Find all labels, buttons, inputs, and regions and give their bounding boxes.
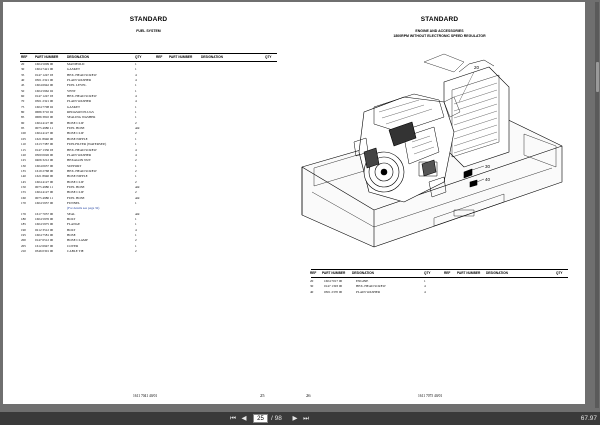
cell-qty: 4 [135,227,137,232]
cell-designation: FUELFILTER (WATERSEP.) [67,142,107,147]
cell-ref: 180 [21,216,26,221]
cell-part-number: 1604 7421 00 [35,67,54,72]
cell-ref: 145 [21,179,26,184]
cell-designation: PLAIN WASHER [67,99,92,104]
cell-designation: HOSE CLIP [67,120,84,125]
cell-designation: COVER [67,243,79,248]
cell-qty: 2 [135,158,137,163]
col-designation-2: DESIGNATION [486,271,508,275]
cell-ref: 115 [21,147,26,152]
table-row [21,249,151,254]
cell-qty: 4 [135,147,137,152]
footer-code: 1611 7075 40/01 [418,394,443,398]
cell-qty: 2 [135,168,137,173]
page-title: STANDARD [420,16,459,23]
cell-part-number: 0075 4980 11 [35,126,54,131]
left-page [3,2,294,404]
cell-qty: 2 [135,249,137,254]
col-ref: REF [310,271,317,275]
cell-part-number: 0406 3212 00 [35,158,54,163]
cell-qty: 1 [135,222,137,227]
cell-part-number: 1613 7387 00 [35,142,54,147]
cell-ref: 95 [21,126,25,131]
cell-ref: 80 [21,110,25,115]
section-title: ENGINE AND ACCESSORIES [415,29,464,33]
cell-part-number: 0301 2321 00 [35,78,54,83]
cell-ref: 35 [21,72,25,77]
callout-30: 30 [485,164,491,169]
cell-qty: AR [135,184,140,189]
cell-designation: FUEL HOSE [67,126,85,131]
cell-part-number: 0301 2321 00 [35,99,54,104]
col-designation: DESIGNATION [67,55,89,59]
cell-part-number: 1604 7017 00 [324,279,343,283]
cell-qty: 2 [135,238,137,243]
cell-qty: 1 [135,200,137,205]
cell-designation: BOLT [67,227,76,232]
cell-qty: 2 [135,179,137,184]
cell-ref: 185 [21,222,26,227]
cell-qty: 1 [424,279,426,283]
divider [20,53,277,54]
next-page-icon[interactable]: ▶ [292,415,298,422]
cell-ref: 135 [21,168,26,173]
col-part-number: PART NUMBER [35,55,59,59]
cell-designation: SUPPORT [67,163,82,168]
cell-designation: FLANGE [67,222,81,227]
cell-ref: 50 [21,88,25,93]
col-ref: REF [21,55,28,59]
engine-diagram [294,42,585,270]
cell-qty: 1 [135,67,137,72]
cell-qty: 1 [135,233,137,237]
cell-qty: 1 [135,163,137,168]
cell-designation: PLAIN WASHER [67,78,92,83]
section-subtitle: 1800RPM WITHOUT ELECTRONIC SPEED REGULATOR [393,34,486,38]
cell-part-number: 0147 1336 03 [35,147,54,152]
parts-table [310,279,440,295]
cell-ref: 20 [21,62,25,66]
cell-designation: FUNNEL [67,200,81,205]
cell-designation: HOSE NIPPLE [67,174,88,179]
cell-qty: 2 [135,120,137,125]
cell-part-number: 1617 7057 00 [35,211,54,216]
cell-designation: HOSE NIPPLE [67,136,88,141]
cell-qty: 1 [135,104,137,109]
cell-ref: 40 [310,289,314,294]
cell-part-number: 1604 5962 02 [35,88,54,93]
cell-ref: 90 [21,120,25,125]
cell-designation: HOSE CLAMP [67,238,88,243]
cell-ref: 75 [21,104,25,109]
cell-part-number: 1621 8940 00 [35,174,54,179]
cell-part-number: 0147 6512 00 [35,238,54,243]
cell-qty: 1 [135,216,137,221]
cell-part-number: 1619 2768 00 [35,168,54,173]
cell-designation: HEX. HEAD SCREW [356,284,386,289]
cell-part-number: 0147 1247 03 [35,72,54,77]
cell-qty: 4 [135,99,137,104]
cell-qty: 4 [135,94,137,99]
cell-designation: HOSE CLIP [67,190,84,195]
cell-part-number: 0686 3710 02 [35,110,54,115]
cell-qty: 1 [135,88,137,93]
cell-qty: 4 [424,284,426,289]
cell-designation: HOSE [67,233,76,237]
cell-part-number: 0686 3810 00 [35,115,54,120]
cell-part-number: 1604 5009 00 [35,62,54,66]
cell-part-number: 1604 5975 00 [35,222,54,227]
cell-qty: 1 [135,136,137,141]
cell-qty: 4 [135,78,137,83]
cell-part-number: 0075 4980 11 [35,195,54,200]
cell-part-number: 1604 4127 00 [35,120,54,125]
cell-designation: FUEL HOSE [67,184,85,189]
cell-qty: 1 [135,115,137,120]
cell-ref: 200 [21,238,26,243]
cell-part-number: 1604 4127 00 [35,131,54,136]
cell-part-number: 1604 4127 00 [35,179,54,184]
cell-designation: HOSE CLIP [67,131,84,136]
page-number: 25 [260,393,265,398]
first-page-icon[interactable]: ⏮ [230,415,236,422]
col-part-number-2: PART NUMBER [169,55,193,59]
cell-part-number: 1604 7581 00 [35,233,54,237]
zoom-level[interactable]: 67.97 [580,415,597,422]
col-qty: QTY [135,55,142,59]
cell-qty: 2 [135,190,137,195]
page-count: / 98 [271,415,282,422]
cell-designation: CABLE TIE [67,249,84,254]
cell-part-number: 0147 1393 00 [324,284,343,289]
cell-ref: 210 [21,249,26,254]
col-qty-2: QTY [556,271,563,275]
section-title: FUEL SYSTEM [136,29,161,33]
cell-ref: 105 [21,136,26,141]
divider [311,277,568,278]
cell-part-number: 0301 2370 00 [324,289,343,294]
cell-qty: 4 [424,289,426,294]
cell-part-number: 1612 6947 00 [35,243,54,248]
col-designation-2: DESIGNATION [201,55,223,59]
cell-designation: HOSE CLIP [67,179,84,184]
cell-ref: 195 [21,233,26,237]
callout-40: 40 [485,177,491,182]
cell-designation: HEX. HEAD SCREW [67,168,97,173]
cell-ref: 140 [21,174,26,179]
cell-ref: 40 [21,78,25,83]
cell-part-number: 0075 4980 11 [35,184,54,189]
cell-part-number: 0212 3512 00 [35,227,54,232]
callout-20: 20 [474,65,480,70]
cell-qty: 1 [135,62,137,66]
cell-ref: 176 [21,211,26,216]
cell-qty: 1 [135,174,137,179]
cell-designation: HEX. HEAD SCREW [67,147,97,152]
cell-part-number: 1621 8940 00 [35,136,54,141]
cell-qty: AR [135,211,140,216]
cell-ref: 100 [21,131,26,136]
cell-ref: 130 [21,163,26,168]
page-title: STANDARD [129,16,168,23]
cell-ref: 160 [21,195,26,200]
cell-ref: 170 [21,200,26,205]
cell-qty: AR [135,126,140,131]
cell-designation: PLAIN WASHER [67,152,92,157]
col-qty-2: QTY [265,55,272,59]
cell-ref: 110 [21,142,26,147]
cell-part-number: 0147 1247 03 [35,94,54,99]
cell-designation: PLAIN WASHER [356,289,381,294]
cell-ref: 120 [21,152,26,157]
cell-qty: 1 [135,83,137,88]
cell-qty: 4 [135,72,137,77]
cell-designation: MANIFOLD [67,62,85,66]
cell-part-number: 1604 5976 00 [35,216,54,221]
cell-ref: 70 [21,99,25,104]
cell-designation: SEALING WASHER [67,115,96,120]
cell-designation: VENT [67,88,76,93]
cell-ref: 150 [21,184,26,189]
cell-part-number: 1604 7708 02 [35,104,54,109]
cell-part-number: 1604 0657 00 [35,163,54,168]
cell-designation: HEX. HEAD SCREW [67,72,97,77]
cell-ref: 60 [21,94,25,99]
page-number-input[interactable]: 25 [253,414,268,423]
cell-ref: 20 [310,279,314,283]
cell-qty: 2 [135,131,137,136]
cell-designation: ENGINE [356,279,369,283]
cell-designation: HEXAGON NUT [67,158,91,163]
cell-ref: 45 [21,83,25,88]
footer-code: 1611 7041 40/01 [133,394,158,398]
prev-page-icon[interactable]: ◀ [241,415,247,422]
cell-ref: 125 [21,158,26,163]
last-page-icon[interactable]: ⏭ [303,415,309,422]
col-part-number-2: PART NUMBER [457,271,481,275]
viewer-toolbar [0,412,600,425]
scrollbar-thumb[interactable] [596,62,599,92]
cell-ref: 30 [310,284,314,289]
cell-designation: GASKET [67,67,81,72]
cell-part-number: 1604 6942 00 [35,83,54,88]
cell-designation[interactable]: (For details see page 32) [67,206,100,211]
cell-part-number: 1604 5957 00 [35,200,54,205]
cell-ref: 30 [21,67,25,72]
cell-designation: FUEL HOSE [67,195,85,200]
cell-ref: 190 [21,227,26,232]
divider [311,269,568,270]
cell-designation: SEAL [67,211,76,216]
cell-ref: 155 [21,190,26,195]
cell-designation: BOLT [67,216,76,221]
cell-part-number: 1604 4127 00 [35,190,54,195]
cell-ref: 205 [21,243,26,248]
cell-qty: 4 [135,152,137,157]
cell-part-number: 0300 0026 00 [35,152,54,157]
table-row [310,290,440,295]
col-designation: DESIGNATION [352,271,374,275]
col-ref-2: REF [156,55,163,59]
cell-qty: 1 [135,142,137,147]
page-number: 26 [306,393,311,398]
vertical-scrollbar[interactable] [595,2,599,408]
cell-designation: FUEL LEVEL [67,83,87,88]
parts-table [21,62,151,254]
cell-part-number: 0346 0301 00 [35,249,54,254]
cell-designation: REDASON PLUGS [67,110,94,115]
right-page [294,2,585,404]
cell-designation: HEX. HEAD SCREW [67,94,97,99]
cell-designation: GASKET [67,104,81,109]
cell-qty: 1 [135,110,137,115]
col-part-number: PART NUMBER [322,271,346,275]
cell-qty: AR [135,195,140,200]
cell-ref: 85 [21,115,25,120]
col-qty: QTY [424,271,431,275]
cell-qty: 1 [135,243,137,248]
col-ref-2: REF [444,271,451,275]
